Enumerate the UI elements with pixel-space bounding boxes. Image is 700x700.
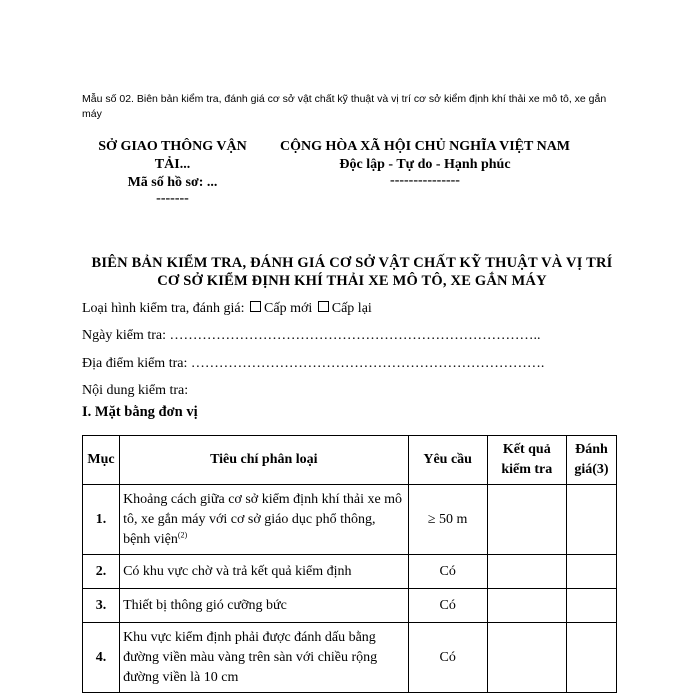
header-left-divider: ------- (156, 191, 189, 206)
inspection-type-label: Loại hình kiểm tra, đánh giá: (82, 301, 245, 316)
col-header-result: Kết quả kiểm tra (487, 436, 566, 485)
col-header-requirement: Yêu cầu (408, 436, 487, 485)
inspection-location-field: Địa điểm kiểm tra: …………………………………………………………………. (82, 356, 545, 371)
option-reissue-label: Cấp lại (331, 301, 372, 316)
row-criterion (120, 485, 409, 555)
row-criterion: Có khu vực chờ và trả kết quả kiểm định (120, 555, 409, 589)
table-row (83, 589, 617, 623)
row-criterion: Khu vực kiểm định phải được đánh dấu bằng đường viền màu vàng trên sàn với chiều rộng đường viền là 10 cm (120, 623, 409, 693)
inspection-date-field: Ngày kiểm tra: …………………………………………………………………….. (82, 328, 541, 343)
header-right (280, 138, 570, 188)
table-row (83, 485, 617, 555)
row-result-cell[interactable] (487, 555, 566, 589)
checkbox-reissue[interactable] (318, 301, 329, 312)
row-requirement: Có (408, 589, 487, 623)
table-header-row (83, 436, 617, 485)
table-row (83, 623, 617, 693)
header-right-divider: --------------- (390, 173, 460, 188)
row-result-cell[interactable] (487, 623, 566, 693)
row-rating-cell[interactable] (566, 589, 616, 623)
col-header-item: Mục (83, 436, 120, 485)
col-header-rating: Đánh giá(3) (566, 436, 616, 485)
national-motto: Độc lập - Tự do - Hạnh phúc (339, 157, 511, 172)
row-result-cell[interactable] (487, 589, 566, 623)
row-rating-cell[interactable] (566, 623, 616, 693)
row-requirement: Có (408, 623, 487, 693)
row-result-cell[interactable] (487, 485, 566, 555)
document-title: BIÊN BẢN KIỂM TRA, ĐÁNH GIÁ CƠ SỞ VẬT CHẤT KỸ THUẬT VÀ VỊ TRÍ CƠ SỞ KIỂM ĐỊNH KHÍ THẢI XE MÔ TÔ, XE GẮN MÁY (91, 255, 613, 289)
row-requirement: Có (408, 555, 487, 589)
row-number: 3. (83, 589, 120, 623)
row-requirement: ≥ 50 m (408, 485, 487, 555)
row-criterion: Thiết bị thông gió cưỡng bức (120, 589, 409, 623)
table-row (83, 555, 617, 589)
row-number: 1. (83, 485, 120, 555)
row-rating-cell[interactable] (566, 485, 616, 555)
col-header-criterion: Tiêu chí phân loại (120, 436, 409, 485)
option-new-label: Cấp mới (264, 301, 313, 316)
file-code: Mã số hồ sơ: ... (127, 175, 218, 190)
inspection-content-field: Nội dung kiểm tra: (82, 383, 189, 398)
header-left (85, 138, 260, 206)
sample-note: Mẫu số 02. Biên bản kiểm tra, đánh giá cơ sở vật chất kỹ thuật và vị trí cơ sở kiểm định khí thải xe mô tô, xe gắn máy (82, 93, 607, 120)
inspection-type-field (82, 300, 372, 318)
checkbox-new[interactable] (250, 301, 261, 312)
criteria-table (82, 435, 617, 693)
footnote-ref: (2) (177, 529, 188, 539)
criterion-text: Khoảng cách giữa cơ sở kiểm định khí thải xe mô tô, xe gắn máy với cơ sở giáo dục phổ thông, bệnh viện (123, 491, 403, 547)
row-number: 4. (83, 623, 120, 693)
national-title: CỘNG HÒA XÃ HỘI CHỦ NGHĨA VIỆT NAM (280, 139, 571, 154)
section-title: I. Mặt bằng đơn vị (82, 404, 198, 420)
issuing-authority: SỞ GIAO THÔNG VẬN TẢI... (98, 139, 247, 172)
row-rating-cell[interactable] (566, 555, 616, 589)
row-number: 2. (83, 555, 120, 589)
